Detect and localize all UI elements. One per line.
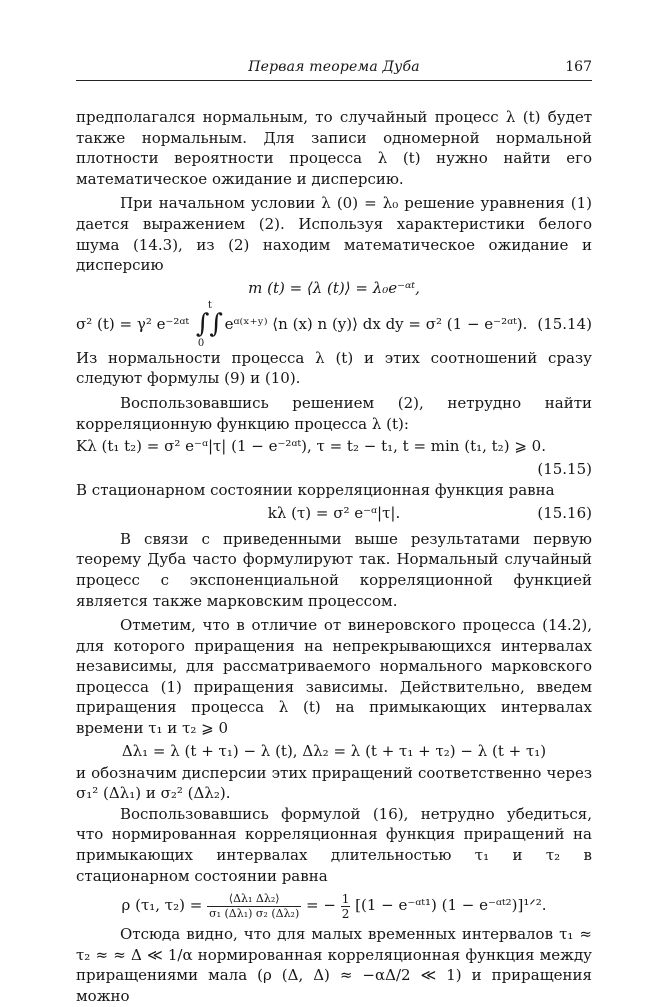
- rho-numerator: ⟨Δλ₁ Δλ₂⟩: [207, 892, 301, 907]
- chapter-title: Первая теорема Дуба: [248, 59, 420, 75]
- equation-number-15-16: (15.16): [537, 503, 592, 522]
- paragraph-2: При начальном условии λ (0) = λ₀ решение уравнения (1) дается выражением (2). Используя характеристики белого шума (14.3), из (2) находим математическое ожидание и дисперсию: [76, 194, 592, 275]
- rho-fraction: [207, 892, 301, 921]
- rho-rhs: [(1 − e⁻ᵅᵗ¹) (1 − e⁻ᵅᵗ²)]¹ᐟ².: [355, 896, 547, 915]
- equation-stationary-text: kλ (τ) = σ² e⁻ᵅ|τ|.: [267, 503, 401, 522]
- equation-increments-text: Δλ₁ = λ (t + τ₁) − λ (t), Δλ₂ = λ (t + τ₁ + τ₂) − λ (t + τ₁): [121, 741, 547, 760]
- variance-rhs: eᵅ⁽ˣ⁺ʸ⁾ ⟨n (x) n (y)⟩ dx dy = σ² (1 − e⁻²ᵅᵗ).: [224, 314, 528, 333]
- equation-correlation-text: Kλ (t₁ t₂) = σ² e⁻ᵅ|τ| (1 − e⁻²ᵅᵗ), τ = t₂ − t₁, t = min (t₁, t₂) ⩾ 0.: [76, 437, 546, 456]
- double-integral-sign: ∫∫ t 0: [195, 299, 223, 349]
- paragraph-7: Отметим, что в отличие от винеровского процесса (14.2), для которого приращения на непрекрывающихся интервалах независимы, для рассматриваемого нормального марковского процесса (1) приращения зависимы. Действительно, введем приращения процесса λ (t) на примыкающих интервалах времени τ₁ и τ₂ ⩾ 0: [76, 616, 592, 738]
- equation-increments: [76, 739, 592, 763]
- equation-mean-text: m (t) = ⟨λ (t)⟩ = λ₀e⁻ᵅᵗ,: [248, 278, 420, 297]
- running-header: [76, 58, 592, 81]
- rho-lhs: ρ (τ₁, τ₂) =: [121, 896, 203, 915]
- page-body: [76, 107, 592, 1007]
- paragraph-1: предполагался нормальным, то случайный процесс λ (t) будет также нормальным. Для записи одномерной нормальной плотности вероятности процесса λ (t) нужно найти его математическое ожидание и дисперсию.: [76, 108, 592, 188]
- paragraph-8: и обозначим дисперсии этих приращений соответственно через σ₁² (Δλ₁) и σ₂² (Δλ₂).: [76, 763, 592, 803]
- equation-variance: [76, 300, 592, 348]
- variance-lhs: σ² (t) = γ² e⁻²ᵅᵗ: [76, 314, 190, 333]
- integral-upper-limit: t: [207, 299, 212, 311]
- rho-denominator: σ₁ (Δλ₁) σ₂ (Δλ₂): [209, 906, 300, 920]
- equation-stationary: [76, 501, 592, 525]
- paragraph-9: Воспользовавшись формулой (16), нетрудно убедиться, что нормированная корреляционная функция приращений на примыкающих интервалах длительностью τ₁ и τ₂ в стационарном состоянии равна: [76, 804, 592, 885]
- half-denominator: 2: [341, 906, 350, 921]
- one-half-fraction: [341, 892, 351, 921]
- paragraph-6: В связи с приведенными выше результатами первую теорему Дуба часто формулируют так. Нормальный случайный процесс с экспоненциальной корреляционной функцией является также марковским процессом.: [76, 529, 592, 610]
- rho-equals: = −: [306, 896, 336, 915]
- paragraph-5: В стационарном состоянии корреляционная функция равна: [76, 481, 555, 500]
- equation-mean: [76, 276, 592, 300]
- equation-number-15-15: (15.15): [537, 460, 592, 479]
- equation-variance-body: [76, 300, 527, 348]
- equation-normalized-correlation: [76, 886, 592, 924]
- page-number: 167: [565, 59, 592, 75]
- equation-number-15-14: (15.14): [537, 314, 592, 333]
- integral-lower-limit: 0: [197, 337, 205, 349]
- half-numerator: 1: [341, 891, 350, 906]
- paragraph-4: Воспользовавшись решением (2), нетрудно найти корреляционную функцию процесса λ (t):: [76, 393, 592, 433]
- equation-correlation: [76, 434, 592, 458]
- paragraph-10: Отсюда видно, что для малых временных интервалов τ₁ ≈ τ₂ ≈ ≈ Δ ≪ 1/α нормированная корреляционная функция между приращениями мала (ρ (Δ, Δ) ≈ −αΔ/2 ≪ 1) и приращения можно: [76, 925, 592, 1005]
- paragraph-3: Из нормальности процесса λ (t) и этих соотношений сразу следуют формулы (9) и (10).: [76, 348, 592, 388]
- equation-rho-body: [76, 886, 592, 924]
